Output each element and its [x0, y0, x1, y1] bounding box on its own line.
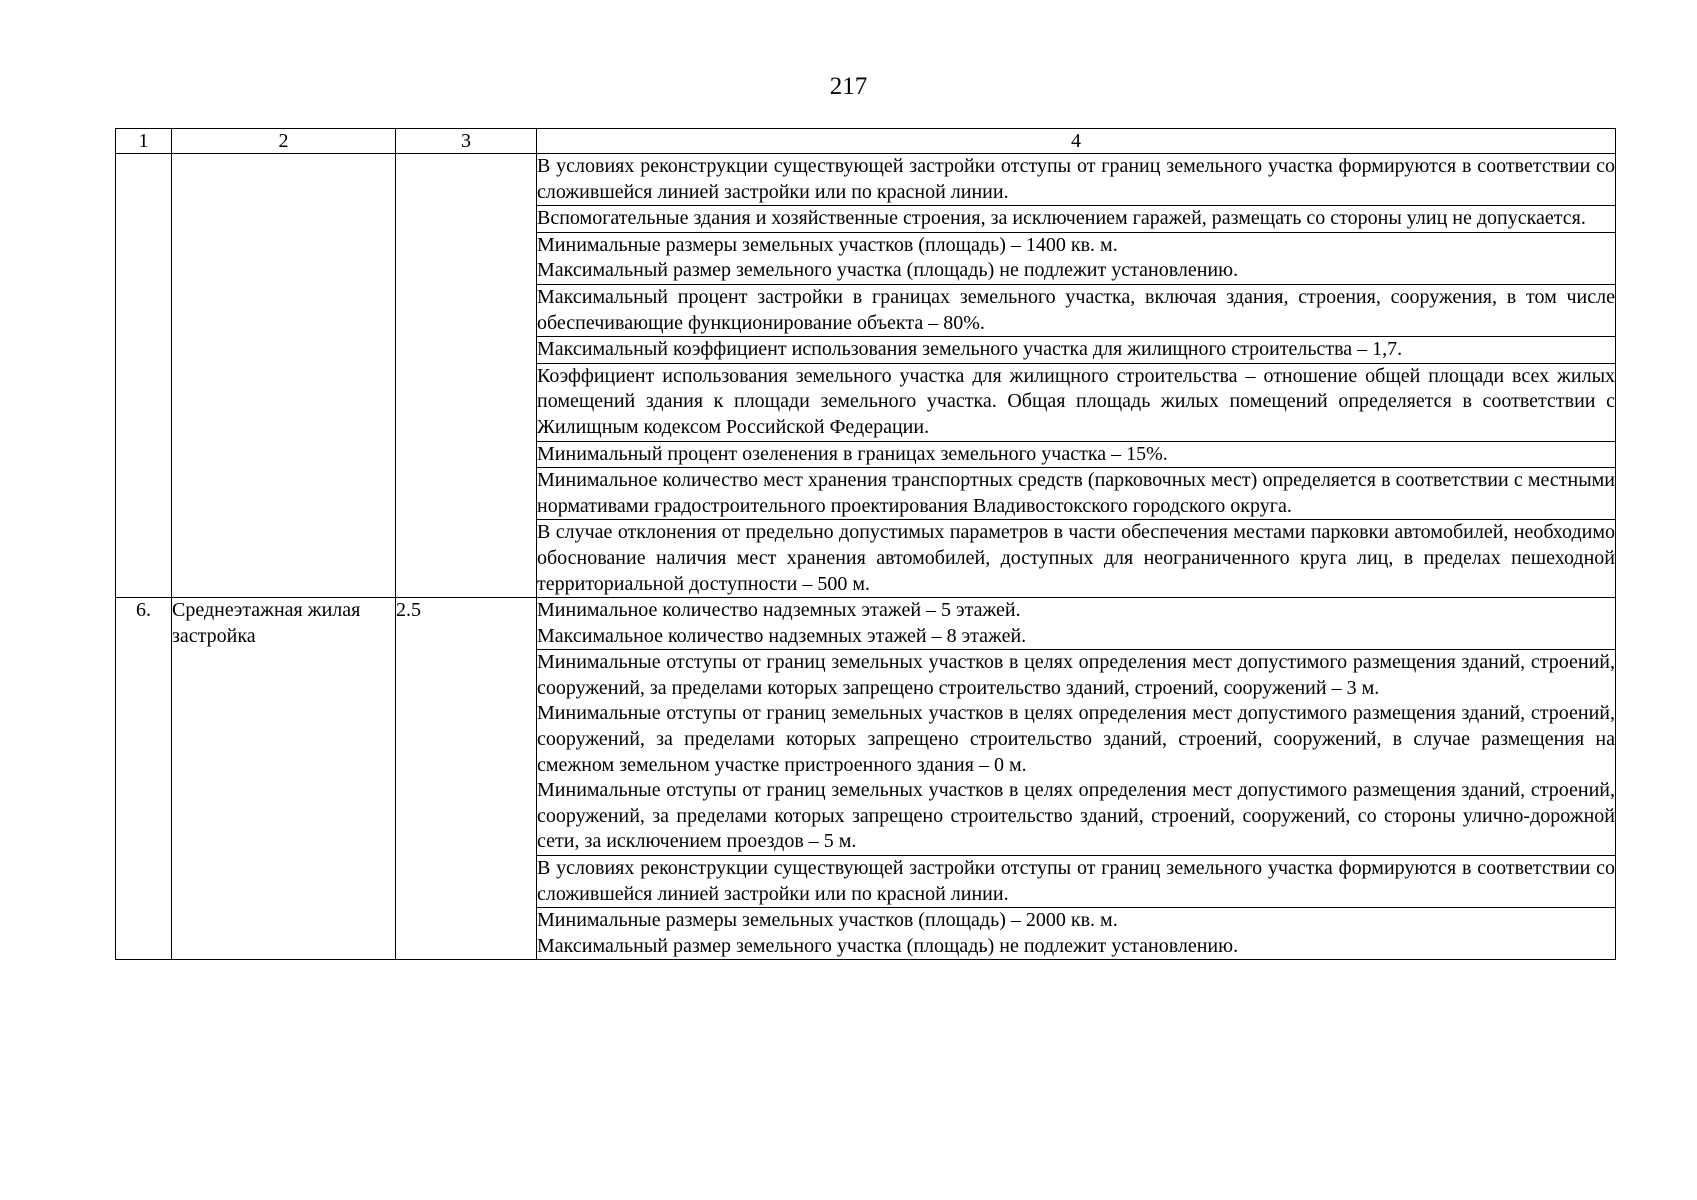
parameter-cell: Максимальный коэффициент использования земельного участка для жилищного строительства – 1,7.	[537, 337, 1616, 364]
table-row	[116, 598, 1616, 650]
table-row	[116, 154, 1616, 206]
paragraph: Минимальные размеры земельных участков (площадь) – 2000 кв. м.	[537, 909, 1118, 932]
parameter-cell	[537, 232, 1616, 284]
paragraph: Максимальное количество надземных этажей – 8 этажей.	[537, 624, 1027, 647]
paragraph: Минимальные отступы от границ земельных участков в целях определения мест допустимого размещения зданий, строений, сооружений, за пределами которых запрещено строительство зданий, строений, сооружений, в случае размещения на смежном земельном участке пристроенного здания – 0 м.	[537, 702, 1615, 776]
parameter-cell	[537, 598, 1616, 650]
column-header-1: 1	[116, 129, 172, 154]
column-header-2: 2	[172, 129, 396, 154]
paragraph: Максимальный размер земельного участка (площадь) не подлежит установлению.	[537, 259, 1239, 282]
parameter-cell: Минимальный процент озеленения в границах земельного участка – 15%.	[537, 441, 1616, 468]
use-code-cell	[396, 154, 537, 598]
paragraph: Минимальные отступы от границ земельных участков в целях определения мест допустимого размещения зданий, строений, сооружений, за пределами которых запрещено строительство зданий, строений, сооружений, со стороны улично-дорожной сети, за исключением проездов – 5 м.	[537, 779, 1615, 853]
parameter-cell: Максимальный процент застройки в границах земельного участка, включая здания, строения, сооружения, в том числе обеспечивающие функционирование объекта – 80%.	[537, 284, 1616, 336]
row-number-cell: 6.	[116, 598, 172, 960]
parameter-cell: В случае отклонения от предельно допустимых параметров в части обеспечения местами парковки автомобилей, необходимо обоснование наличия мест хранения автомобилей, доступных для неограниченного круга лиц, в пределах пешеходной территориальной доступности – 500 м.	[537, 520, 1616, 598]
column-header-4: 4	[537, 129, 1616, 154]
regulations-table	[115, 128, 1616, 960]
parameter-cell	[537, 908, 1616, 960]
paragraph: Максимальный размер земельного участка (площадь) не подлежит установлению.	[537, 934, 1239, 957]
parameter-cell: Минимальное количество мест хранения транспортных средств (парковочных мест) определяется в соответствии с местными нормативами градостроительного проектирования Владивостокского городского округа.	[537, 468, 1616, 520]
parameter-cell	[537, 650, 1616, 856]
paragraph: Минимальное количество надземных этажей – 5 этажей.	[537, 599, 1021, 622]
parameter-cell: Вспомогательные здания и хозяйственные строения, за исключением гаражей, размещать со стороны улиц не допускается.	[537, 206, 1616, 233]
row-number-cell	[116, 154, 172, 598]
paragraph: Минимальные отступы от границ земельных участков в целях определения мест допустимого размещения зданий, строений, сооружений, за пределами которых запрещено строительство зданий, строений, сооружений – 3 м.	[537, 651, 1615, 699]
parameter-cell: В условиях реконструкции существующей застройки отступы от границ земельного участка формируются в соответствии со сложившейся линией застройки или по красной линии.	[537, 154, 1616, 206]
use-name-cell: Среднеэтажная жилая застройка	[172, 598, 396, 960]
header-row	[116, 129, 1616, 154]
parameter-cell: Коэффициент использования земельного участка для жилищного строительства – отношение общей площади всех жилых помещений здания к площади земельного участка. Общая площадь жилых помещений определяется в соответствии с Жилищным кодексом Российской Федерации.	[537, 363, 1616, 441]
paragraph: Минимальные размеры земельных участков (площадь) – 1400 кв. м.	[537, 233, 1118, 256]
parameter-cell: В условиях реконструкции существующей застройки отступы от границ земельного участка формируются в соответствии со сложившейся линией застройки или по красной линии.	[537, 856, 1616, 908]
column-header-3: 3	[396, 129, 537, 154]
use-name-cell	[172, 154, 396, 598]
page-number: 217	[829, 73, 868, 100]
use-code-cell: 2.5	[396, 598, 537, 960]
